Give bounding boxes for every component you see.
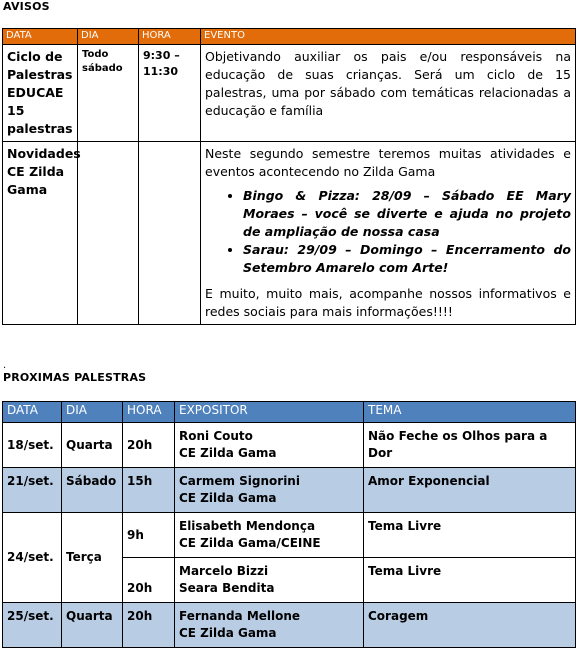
- evento-bullet: • Bingo & Pizza: 28/09 – Sábado EE Mary Moraes – você se diverte e ajuda no projeto de ampliação de nossa casa: [243, 187, 571, 241]
- avisos-heading: AVISOS: [3, 0, 50, 13]
- table-row: [3, 603, 576, 648]
- col-header-tema: TEMA: [364, 402, 576, 423]
- palestra-expositor: [175, 468, 364, 513]
- table-row: [3, 513, 576, 558]
- palestra-dia: Sábado: [62, 468, 123, 513]
- palestra-hora: 20h: [123, 603, 175, 648]
- palestra-hora: 15h: [123, 468, 175, 513]
- expositor-name: Elisabeth Mendonça: [179, 519, 316, 533]
- aviso-hora: [139, 142, 201, 325]
- table-row: [3, 423, 576, 468]
- palestras-header-row: [3, 402, 576, 423]
- expositor-local: CE Zilda Gama: [179, 626, 277, 640]
- expositor-name: Marcelo Bizzi: [179, 564, 269, 578]
- palestra-expositor: [175, 603, 364, 648]
- palestra-data: 21/set.: [3, 468, 62, 513]
- palestra-hora: 9h: [123, 513, 175, 558]
- aviso-data: Ciclo de Palestras EDUCAE 15 palestras: [3, 45, 78, 142]
- palestra-tema: Coragem: [364, 603, 576, 648]
- evento-bullet-list: [205, 187, 571, 277]
- avisos-header-row: [3, 29, 576, 45]
- palestra-tema: Amor Exponencial: [364, 468, 576, 513]
- evento-bullet: • Sarau: 29/09 – Domingo – Encerramento do Setembro Amarelo com Arte!: [243, 241, 571, 277]
- aviso-data: Novidades CE Zilda Gama: [3, 142, 78, 325]
- palestra-expositor: [175, 423, 364, 468]
- evento-intro: Neste segundo semestre teremos muitas atividades e eventos acontecendo no Zilda Gama: [205, 146, 571, 179]
- palestra-dia: Quarta: [62, 423, 123, 468]
- palestra-dia: Terça: [62, 513, 123, 603]
- aviso-dia: Todo sábado: [78, 45, 139, 142]
- expositor-local: CE Zilda Gama: [179, 446, 277, 460]
- aviso-hora: 9:30 – 11:30: [139, 45, 201, 142]
- expositor-local: CE Zilda Gama: [179, 491, 277, 505]
- palestras-table: [2, 401, 576, 648]
- aviso-evento: Objetivando auxiliar os pais e/ou responsáveis na educação de suas crianças. Será um ciclo de 15 palestras, uma por sábado com temáticas relacionadas a educação e família: [201, 45, 576, 142]
- col-header-evento: EVENTO: [201, 29, 576, 45]
- aviso-dia: [78, 142, 139, 325]
- palestra-tema: Não Feche os Olhos para a Dor: [364, 423, 576, 468]
- palestra-hora: 20h: [123, 423, 175, 468]
- expositor-name: Carmem Signorini: [179, 474, 300, 488]
- avisos-table: [2, 28, 576, 325]
- palestra-hora: 20h: [123, 558, 175, 603]
- col-header-hora: HORA: [123, 402, 175, 423]
- palestra-tema: Tema Livre: [364, 558, 576, 603]
- col-header-data: DATA: [3, 402, 62, 423]
- col-header-dia: DIA: [78, 29, 139, 45]
- proximas-heading: PROXIMAS PALESTRAS: [3, 371, 147, 384]
- table-row: [3, 468, 576, 513]
- palestra-data: 25/set.: [3, 603, 62, 648]
- aviso-row: [3, 45, 576, 142]
- col-header-data: DATA: [3, 29, 78, 45]
- expositor-local: CE Zilda Gama/CEINE: [179, 536, 321, 550]
- aviso-row: [3, 142, 576, 325]
- col-header-dia: DIA: [62, 402, 123, 423]
- palestra-data: 24/set.: [3, 513, 62, 603]
- expositor-local: Seara Bendita: [179, 581, 275, 595]
- stray-dot: .: [3, 360, 7, 371]
- palestra-expositor: [175, 513, 364, 558]
- palestra-tema: Tema Livre: [364, 513, 576, 558]
- col-header-expositor: EXPOSITOR: [175, 402, 364, 423]
- palestra-dia: Quarta: [62, 603, 123, 648]
- palestra-data: 18/set.: [3, 423, 62, 468]
- expositor-name: Fernanda Mellone: [179, 609, 301, 623]
- col-header-hora: HORA: [139, 29, 201, 45]
- evento-outro: E muito, muito mais, acompanhe nossos informativos e redes sociais para mais informações!!!!: [205, 286, 571, 319]
- aviso-evento: [201, 142, 576, 325]
- palestra-expositor: [175, 558, 364, 603]
- expositor-name: Roni Couto: [179, 429, 253, 443]
